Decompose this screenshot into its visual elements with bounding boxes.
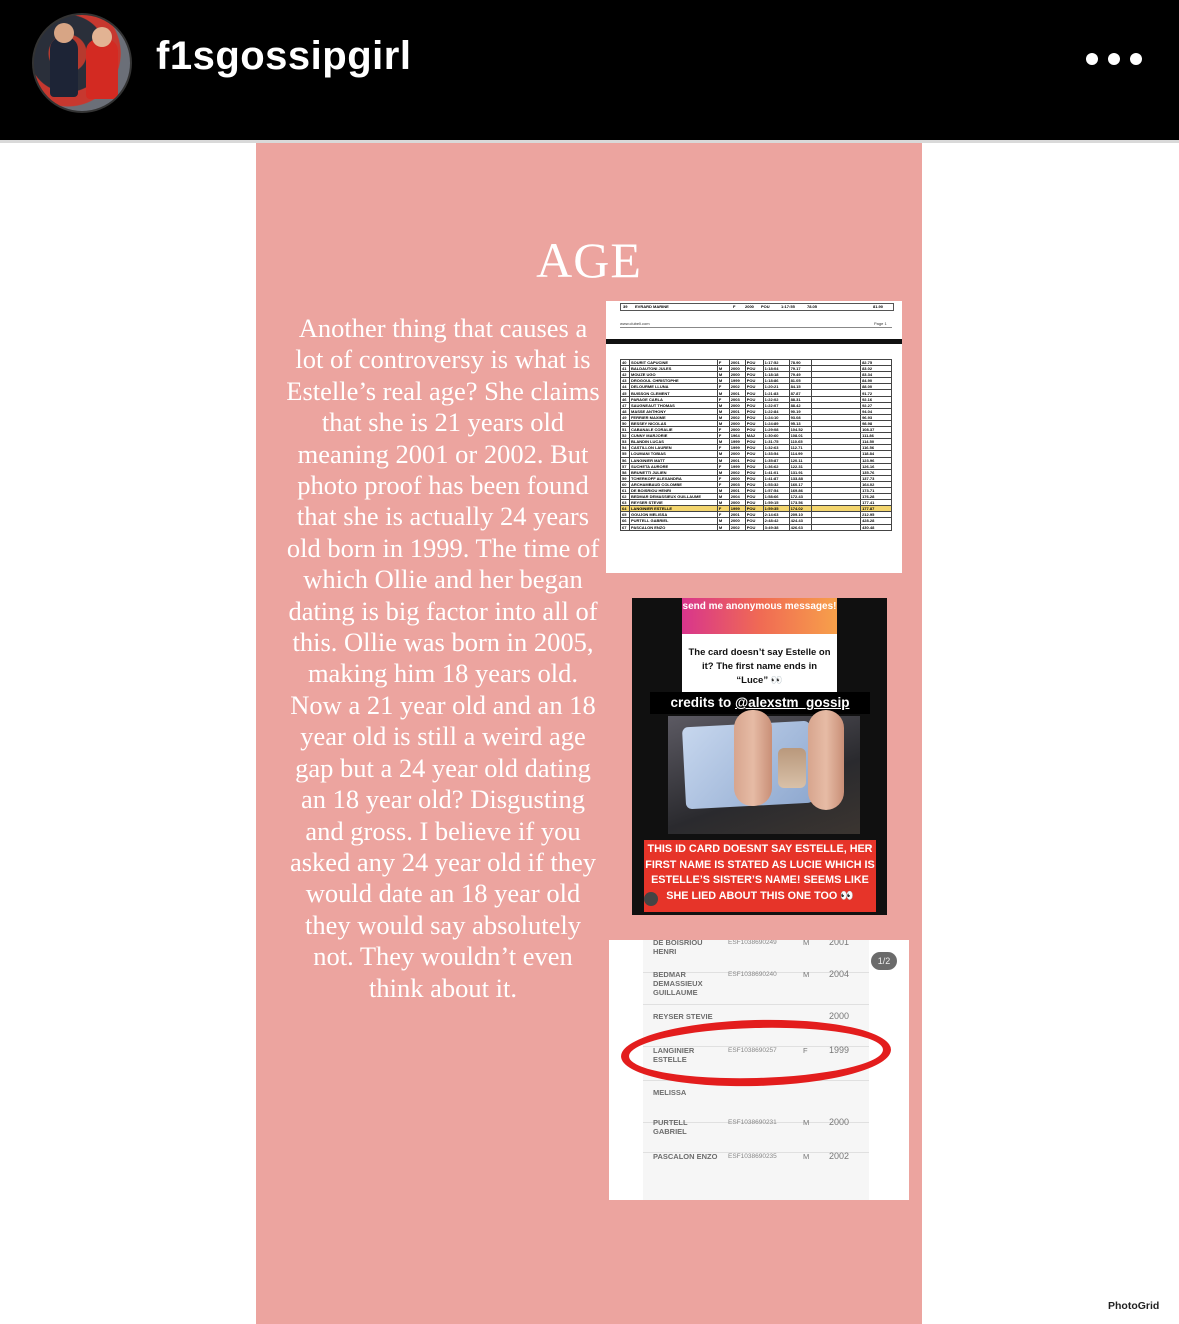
table-row: 47 SAUGNEAUT THOMAS M 2000 POU 1:22:07 88.42 92.27 (621, 402, 892, 408)
results-top-row: 39 EVRARD MARINE F 2000 POU 1:17:55 78.05 81.90 (620, 303, 894, 311)
table-row: 55 LOUMANI TOBIAS M 2000 POU 1:33:54 114.99 118.84 (621, 451, 892, 457)
table-row: 64 LANGINIER ESTELLE F 1999 POU 1:59:35 174.02 177.87 (621, 506, 892, 512)
finger-left (734, 710, 772, 806)
table-row: 40 SOURIT CAPUCINE F 2001 POU 1:17:52 78.90 82.75 (621, 360, 892, 366)
table-row: 53 BLANDIN LUCAS M 1999 POU 1:31:75 110.65 114.50 (621, 439, 892, 445)
table-row: 65 GOUJON MELISSA F 2001 POU 2:14:63 209.10 212.95 (621, 512, 892, 518)
list-item: PASCALON ENZO ESF1038690235 M 2002 (653, 1151, 850, 1161)
avatar-figure-left (50, 37, 78, 97)
avatar-head-right (92, 27, 112, 47)
table-row: 60 ARCHAMBAUD COLOMBE F 2003 POU 1:53:32 160.17 164.02 (621, 481, 892, 487)
finger-right (808, 710, 844, 810)
profile-avatar[interactable] (32, 13, 132, 113)
story-header (0, 0, 1179, 140)
anonymous-question: The card doesn’t say Estelle on it? The first name ends in “Luce” 👀 (688, 647, 831, 686)
photogrid-watermark: PhotoGrid (1108, 1300, 1160, 1312)
profile-username[interactable]: f1sgossipgirl (156, 34, 412, 78)
table-row: 56 LANGINIER MATT M 2001 POU 1:35:87 120.11 123.96 (621, 457, 892, 463)
list-item: BEDMAR DEMASSIEUX GUILLAUME ESF1038690240 M 2004 (653, 969, 850, 997)
table-row: 42 MOUZE UGO M 2000 POU 1:18:18 79.49 83.34 (621, 372, 892, 378)
anonymous-message-screenshot (632, 598, 887, 915)
list-item: REYSER STEVIE 2000 (653, 1011, 850, 1021)
table-row: 63 REYSER STEVIE M 2000 POU 1:59:15 173.56 177.41 (621, 500, 892, 506)
results-page: Page 1 (874, 321, 887, 326)
table-row: 48 MASSE ANTHONY M 2001 POU 1:22:84 90.19 94.04 (621, 408, 892, 414)
results-table-image (606, 301, 902, 573)
story-title: AGE (536, 232, 642, 288)
registry-list-image (609, 940, 909, 1200)
avatar-figure-right (86, 39, 118, 99)
list-item: LANGINIER ESTELLE ESF1038690257 F 1999 (653, 1045, 850, 1064)
avatar-head-left (54, 23, 74, 43)
id-card-portrait (778, 748, 806, 788)
story-panel (256, 143, 922, 1324)
table-row: 43 DROGOUL CHRISTOPHE M 1999 POU 1:18:86 81.05 84.90 (621, 378, 892, 384)
results-site: www.clubeli.com (620, 321, 650, 326)
table-row: 46 PARAGE CARLA F 2003 POU 1:22:02 88.31 92.16 (621, 396, 892, 402)
table-row: 67 PASCALON ENZO M 2002 POU 3:49:38 426.63 430.48 (621, 524, 892, 530)
table-row: 54 CASTILLON LAUREN F 1999 POU 1:32:63 112.71 116.56 (621, 445, 892, 451)
table-row: 45 BUISSON CLEMENT M 2001 POU 1:21:83 87.87 91.72 (621, 390, 892, 396)
table-row: 62 BEDMAR DEMASSIEUX GUILLAUME M 2004 POU 1:58:66 172.43 176.28 (621, 494, 892, 500)
table-row: 58 BRUNETTI JULIEN M 2002 POU 1:41:01 131.91 135.76 (621, 469, 892, 475)
profile-mini-icon (644, 892, 658, 906)
list-item: MELISSA (653, 1088, 687, 1097)
table-row: 50 BESSEY NICOLAS M 2000 POU 1:24:89 95.13 98.98 (621, 420, 892, 426)
list-item: DE BOISRIOU HENRI ESF1038690249 M 2001 (653, 940, 850, 956)
id-card-caption: THIS ID CARD DOESNT SAY ESTELLE, HER FIRST NAME IS STATED AS LUCIE WHICH IS ESTELLE’S SISTER’S NAME! SEEMS LIKE SHE LIED ABOUT THIS ONE TOO 👀 (645, 843, 875, 902)
table-row: 59 TCHERKOFF ALEXANDRA F 2000 POU 1:41:87 133.88 137.73 (621, 475, 892, 481)
table-row: 66 PURTELL GABRIEL M 2000 POU 2:48:42 424.43 428.28 (621, 518, 892, 524)
table-row: 57 SUCHETA AURORE F 1999 POU 1:36:62 122.31 126.16 (621, 463, 892, 469)
table-row: 51 CABANALE CORALIE F 2000 POU 1:29:08 104.52 108.37 (621, 427, 892, 433)
list-item: PURTELL GABRIEL ESF1038690231 M 2000 (653, 1117, 850, 1136)
anonymous-banner: send me anonymous messages! (682, 601, 837, 612)
pager-badge: 1/2 (871, 952, 897, 970)
table-row: 41 BALDAUTONI JULES M 2000 POU 1:18:04 79.17 83.02 (621, 366, 892, 372)
more-options-icon[interactable] (1086, 50, 1142, 68)
credits-label: credits to @alexstm_gossip (650, 692, 870, 714)
story-body-text: Another thing that causes a lot of controversy is what is Estelle’s real age? She claims that she is 21 years old meaning 2001 or 2002. But photo proof has been found that she is actually 24 years old born in 1999. The time of which Ollie and her began dating is big factor into all of this. Ollie was born in 2005, making him 18 years old. Now a 21 year old and an 18 year old is still a weird age gap but a 24 year old dating an 18 year old? Disgusting and gross. I believe if you asked any 24 year old if they would date an 18 year old they would say absolutely not. They wouldn’t even think about it. (286, 313, 600, 1003)
table-row: 52 CUNNY MARJORIE F 1964 MA2 1:30:60 108.01 111.86 (621, 433, 892, 439)
row-separator (643, 1004, 869, 1005)
table-row: 44 DELOURME LLUNA F 2002 POU 1:20:21 84.15 88.00 (621, 384, 892, 390)
table-row: 49 FERRIER MAXIME M 2002 POU 1:24:10 93.08 96.93 (621, 414, 892, 420)
table-row: 61 DE BOISRIOU HENRI M 2001 POU 1:57:54 169.86 173.71 (621, 487, 892, 493)
results-table (620, 359, 892, 531)
